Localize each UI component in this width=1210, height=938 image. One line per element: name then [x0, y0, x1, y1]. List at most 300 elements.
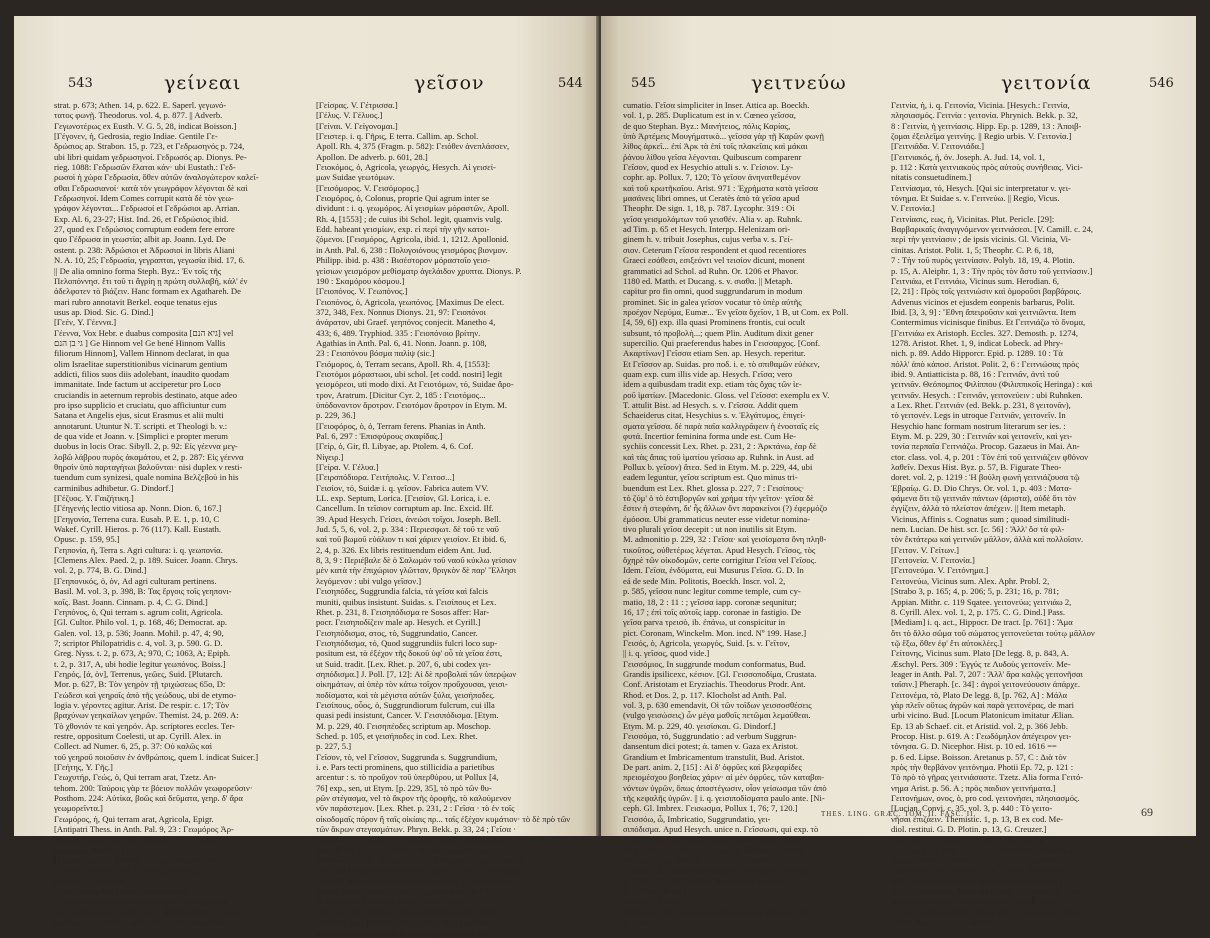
text-line: Ibid. [3, 3, 9] : Ἔθνη ἄπειροῦσιν καὶ γειτνιῶντα. Item: [891, 306, 1077, 317]
text-line: ptum in Gl. et ap. Hesych. s. v. Γειτνία. Manetho 4,: [891, 865, 1068, 876]
text-line: usus ap. Diod. Sic. G. Dind.]: [54, 306, 154, 317]
text-line: πρὸς τὴν θερβάνον γειτόνημα. Photii Ep. 72, p. 121 :: [891, 762, 1074, 772]
text-line: καὶ τοῦ βωμοῦ εὐάλιον τι καὶ χάριεν γεισίον. Et ibid. 6,: [316, 534, 507, 545]
text-line: filiorum Hinnom], Vallem Hinnom declarat, in qua: [54, 348, 230, 359]
text-line: M. p. 229, 42 : Γεῖσωσι τὰ τῆς γῆς ἄνθεσι. ubi corrig.: [623, 844, 807, 855]
text-line: [Γεωρεῖα γείτων, Hesych. Ex quo Musurus fecit: [54, 855, 220, 866]
text-line: 76] exp., sen, ut Etym. [p. 229, 35], τὸ πρὸ τῶν θυ-: [316, 782, 492, 793]
text-line: ticorum notationibus de h. v. ejusque derivatis do-: [316, 927, 489, 938]
text-line: 488 : Γειτονία ἐνταξιοῦν καταρροπώντος ἀστοῖς.]: [891, 875, 1063, 886]
text-line: Γεισσόω, ὦ, Imbricatio, Suggrundatio, γει-: [623, 813, 771, 824]
text-line: nitatis consuetudinem.]: [891, 172, 972, 183]
text-line: exhibent, quæ perperam est in codd. et in grammati-: [316, 917, 496, 928]
text-line: γειτνιᾶν. Hesych. : Γειτνιᾶν, γειτονεύειν : ubi Ruhnken.: [891, 389, 1083, 400]
text-line: Ακαρτίνων] Γεῖσσα etiam Sen. ap. Hesych. reperitur.: [623, 348, 806, 359]
text-line: cophr. ap. Pollux. 7, 120; Τὸ γεῖσον ἀνηνατθεμένον: [623, 172, 801, 183]
text-line: ut Suid. tradit. [Lex. Rhet. p. 207, 6, ubi codex γει-: [316, 658, 491, 669]
text-line: [Γειτονεία. V. Γειτονία.]: [891, 555, 975, 566]
text-line: γὰρ πλεῖν οὕτως ἀγρῶν καὶ παρὰ γειτονέρας, de mari: [891, 699, 1075, 710]
text-line: καὶ τὰς ἄπας τοῦ ἱματίου γεῖσαω ap. Ruhnk. in Aust. ad: [623, 451, 814, 462]
text-line: Γεηρός, [ά, ὁν], Terrenus, γεῶες, Suid. [Plutarch.: [54, 668, 223, 679]
text-line: p. 1299 ed. Bekk.]: [623, 886, 687, 897]
text-line: (vulgo γεισώσεις) ὧν μέγα μαθοῖς πετῶμαι λεμαῦθεαι.: [623, 710, 811, 721]
text-line: Idem. Γεῖσα, ἐνδύματα, eui Musurus Γεῖσα. G. D. In: [623, 565, 804, 576]
text-line: Πελοπόννησ. ἔτι τοῦ τι ἄγρίη ῃ πρώτη συλλαβή, κἀλ' ἐν: [54, 275, 248, 286]
text-line: Theophr. De sign. 1, 18, p. 787. Lycophr. 319 : Οἱ: [623, 203, 795, 214]
text-line: λοβῶ λάβρου πυρὸς ἀκαμάτου, et 2, p. 287: Εἰς γέεννα: [54, 451, 244, 462]
text-line: Exp. Al. 6, 23-27; Hist. Ind. 26, et Γεδρώσιος ibid.: [54, 213, 229, 224]
page-footer: THES. LING. GRÆC. TOM. II. FASC. II.: [821, 810, 977, 818]
text-line: eadem leguntur, γεῖσα scriptum est. Quo minus tri-: [623, 472, 798, 483]
text-line: νῦν παράστεμον. [Lex. Rhet. p. 231, 2 : Γεῖσα · τὸ ἐν τοῖς: [316, 803, 515, 814]
text-line: Γειομόρος, ὁ, Colonus, proprie Qui agrum inter se: [316, 193, 490, 204]
text-line: גי בן הנם ] Ge Hinnom vel Ge bené Hinnom Vallis: [54, 337, 226, 348]
text-line: τὸ ζύμ' ὁ τὸ ἐστιβοργῶν καὶ χρήμα τὴν γεῖτον· γεῖσα δὲ: [623, 493, 814, 504]
text-line: τῆς κεφαλῆς ὑγρῶν. || i. q. γεισιποδίσματα paulo ante. [Ni-: [623, 793, 825, 804]
text-line: φάμενα ὅτι τῷ γειτνιᾶν πάντων (ἀριστα), οὐδὲ ὅτι τὸν: [891, 493, 1077, 504]
text-line: grammatici ad Schol. ad Ruhn. Or. 1206 et Phavor.: [623, 265, 799, 276]
text-line: τικοῦτος, οὐθετέρως λέγεται. Apud Hesych. Γεῖσος, τὸς: [623, 544, 816, 555]
text-line: 23 : Γειοπόνου βόσμα παλίψ (sic.]: [316, 348, 435, 359]
text-line: subsunt, τό προβολὴ...; quem Plin. Auditum dixit gener: [623, 327, 814, 338]
text-line: tehom. 200: Ταύροις γὰρ τε βόειον πολλῶν γεωφορεῦσιν·: [54, 782, 253, 793]
text-line: Collect. ad Numer. 6, 25, p. 37: Οὐ καλῶς καὶ: [54, 741, 213, 752]
text-line: ἀνάρατον, ubi Graef. γεηπόνος conjecit. Manetho 4,: [316, 317, 496, 328]
text-line: τονίαν Ἀγρίππιον. G. Dindorf.]: [891, 917, 999, 928]
text-line: [Γειτνιακός, ἡ, ὀν. Joseph. A. Jud. 14, vol. 1,: [891, 151, 1045, 162]
right-headword-left: γειτνεύω: [751, 72, 847, 94]
text-line: 16, 17 ; ἐπὶ τοῖς αὐτοῖς iapp. coronae in fastigio. De: [623, 606, 801, 617]
text-line: πρειομέσχου βοηθείας χάριν· αἱ μὲν ὀφρῦες, τῶν καταβαι-: [623, 772, 825, 783]
text-line: Γειτονία, ἡ, Vicinitas. [Arcad. p. 99, 13.] Ap. Plat.: [891, 834, 1064, 845]
left-page-column-1: [54, 100, 306, 928]
text-line: τονία περπαῖα Γειτνιάζω. Procop. Gazaeus in Mai. An-: [891, 441, 1080, 452]
text-line: οἰκοδομαῖς πόρον ἢ ταῖς οἰκίαις πρ... ταῖς ἐξέχον κυμάτιον· τὸ δὲ πρὸ τῶν: [316, 813, 571, 824]
text-line: Advenus vicinos et ejusdem eonpenis barbarus, Polit.: [891, 296, 1075, 307]
text-line: ροῦ ἱματίων. [Macedonic. Gloss. vel Γεῖσσσ: exemplu ex V.: [623, 389, 830, 400]
text-line: Graeci εσάθεσι, εσιξεόντι vel τεισίον dicunt, monent: [623, 255, 805, 266]
text-line: Γειτνία, ἡ, i. q. Γειτονία, Vicinia. [Hesych.: Γειτνία,: [891, 100, 1070, 110]
text-line: [Γειτνιάω ex Aristoph. Eccles. 327. Demosth. p. 1274,: [891, 327, 1079, 338]
text-line: Γειόμορος, ὁ, Terram secans, Apoll. Rh. 4, [1553]:: [316, 358, 491, 369]
text-line: Posthom. 224: Αὐτίκα, βοῶς καὶ δεῦματα, γεηρ. δ' ἄρα: [54, 793, 243, 804]
text-line: annotarunt. Utuntur N. T. scripti. et Theologi b. v.:: [54, 420, 228, 431]
text-line: Γεωχυτήρ, Γεώς, ὁ, Qui terram arat, Tzetz. An-: [54, 772, 217, 783]
text-line: Basil. M. vol. 3, p. 398, B: Τας ἔργοις τοῖς γεηπονι-: [54, 586, 232, 597]
text-line: οἰκημάτων, αἱ ὑπὲρ τὸν κάτω τοῖχον προὔχουσαι, γεισι-: [316, 679, 508, 690]
text-line: rieg. 1088: Γεδρωσῶν ἔλαται κάν· ubi Eustath.: Γεδ-: [54, 162, 236, 173]
text-line: ζομαι ἐξειλεῖμα γειτνίης. || Regio urbis. V. Γειτονία.]: [891, 131, 1072, 142]
text-line: muniti, quibus insistunt. Suidas. s. Γεισίπους et Lex.: [316, 596, 497, 607]
text-line: Γειτονεύω, Vicinus sum. Alex. Aphr. Probl. 2,: [891, 575, 1050, 586]
text-line: Grandium et Imbricamentum transtulit, Bud. Aristot.: [623, 751, 805, 762]
text-line: Rhet. p. 231, 8. Γεισηπόδισμα re Sosos affer: Har-: [316, 606, 490, 617]
left-page-number-right: 544: [558, 76, 583, 91]
text-line: σηπόδισμα.] J. Poll. [7, 12]: Αἱ δὲ προβολαὶ τῶν ὑπερῴων: [316, 668, 517, 679]
text-line: Γειοκόμος, ὁ, Agricola, γεωργός, Hesych. Αἱ γεισεί-: [316, 162, 496, 173]
text-line: Rhod. et Dos. 2, p. 117. Klocholst ad Anth. Pal.: [623, 689, 787, 700]
text-line: λίθος ἀρκεῖ... ἐπί Ἀρκ τὰ ἐπί τοῖς πλακεῖαις καὶ μάκαι: [623, 141, 808, 152]
text-line: arcentur : s. τὸ προὔχον τοῦ ὑπερθύρου, ut Pollux [4,: [316, 772, 499, 783]
text-line: Γεητονῦ, γειτονεῖ. Alii Γειτονῆς, γειτονεῖ.]: [54, 865, 202, 876]
text-line: σματα γεῖσσα. δὲ παρὰ παῖα καλλιγρᾶφειν ἡ ἐνοοταῖς εἰς: [623, 420, 819, 431]
text-line: Τὸ πρὸ τὸ γῆρας γειτνιάσαστε. Tzetz. Alia forma Γειτό-: [891, 772, 1084, 783]
text-line: [Γείναι. V. Γείγονομαι.]: [316, 120, 398, 131]
text-line: 7; scriptor Philopatridis c. 4, vol. 3, p. 590. G. D.: [54, 637, 223, 648]
text-line: [Γείδιος. V. Γείδαιος.]: [54, 875, 130, 886]
text-line: olim Israelitae superstitionibus vicinarum gentium: [54, 358, 228, 369]
text-line: p. 6 ed. Lipse. Boisson. Aretanus p. 57, C : Διὰ τὸν: [891, 751, 1067, 762]
text-line: Opusc. p. 159, 95.]: [54, 534, 120, 545]
text-line: p. 15, A. Aleiphr. 1, 3 : Τὴν πρὸς τὸν ἄστυ τοῦ γειτνίασιν.]: [891, 265, 1093, 276]
text-line: ἐμποράμενον. [Aristot. Rh. 2, 22 : Male γειτονίων scri-: [891, 855, 1081, 866]
text-line: σιον. Ceterum Γεῖσσα respondent et quod recentiores: [623, 244, 807, 255]
text-line: [Γειρσπόδιορα. Γειτήπολις. V. Γειτοσ...]: [316, 472, 455, 483]
text-line: νημα Arist. p. 56. A ; πρὸς παιδιον γειτνήματα.]: [891, 782, 1056, 793]
text-line: ostent. p. 238: Ἀδρώσιοι et Ἀδρωσιοὶ in libris Aliani: [54, 244, 235, 255]
text-line: τρον, Aratrum. [Dicitur Cyr. 2, 185 : Γειοτόμος...: [316, 389, 486, 400]
text-line: [Clemens Alex. Paed. 2, p. 189. Suicer. Joann. Chrys.: [54, 555, 238, 566]
text-line: ρωσοὶ ἡ χώρα Γεδρωσία, ὅθεν αὐτῶν ἀναλογώτερον καλεῖ-: [54, 172, 259, 183]
text-line: πλησιασμός. Γειτνία : γειτονία. Phrynich. Bekk. p. 32,: [891, 110, 1078, 121]
text-line: βραχύνων γεηκαίλων γεηρῶν. Themist. 24, p. 269. A:: [54, 710, 239, 721]
text-line: Jud. 5, 5, 6, vol. 2, p. 334 : Περιεσφωτ. δὲ τοῦ τε ναῦ: [316, 524, 499, 535]
right-page: [601, 16, 1196, 928]
text-line: Schaeiderus citat, Hesychius s. v. Ἐλγάτυμος, ἐπιγεί-: [623, 410, 806, 421]
text-line: σπέγης, a Lex. Rhet. p. 231, 5. G. Dindorf.]: [623, 855, 773, 866]
text-line: Γεωμόρος, ἡ, Qui terram arat, Agricola, Epigr.: [54, 813, 214, 824]
text-line: De legg. 8, [p. 843, C] Vicinia domorum locorumque: [891, 844, 1074, 855]
text-line: τόνημα. Et Suidae s. v. Γειτνεύω. || Regio, Vicus.: [891, 193, 1060, 204]
text-line: Wakef. Cyrill. Hieros. p. 76 (117). Kall. Eustath.: [54, 524, 222, 535]
left-headword-right: γεῖσον: [414, 72, 485, 94]
text-line: περὶ τὴν γειτνίασιν ; de ipsis vicinis. Gl. Vicinia, Vi-: [891, 234, 1071, 245]
text-line: ὄχηρὲ τῶν οἰκοδομῶν, certe corrigitur Γεῖσα vel Γεῖσος.: [623, 555, 817, 566]
text-line: Γέεννα, Vox Hebr. e duabus composita [גיא הנם] vel: [54, 327, 234, 338]
text-line: Γεηπονία, ἡ, Terra s. Agri cultura: i. q. γεωπονία.: [54, 544, 223, 555]
text-line: 190 : Σκαμόρου κόσμου.]: [316, 275, 405, 286]
text-line: γειτνιᾶν. Θεόπομπος Φιλίππου (Φιλιππικοῖς Heringa) : καὶ: [891, 379, 1093, 390]
text-line: vol. 2, p. 774, B. G. Dind.]: [54, 565, 147, 576]
text-line: vol. 3, p. 630 emendavit, Οἱ τῶν τοῖδων γεισσοσθέσεις: [623, 699, 812, 710]
text-line: [Γείσρας. V. Γέτρισσα.]: [316, 100, 398, 110]
right-headword-right: γειτονία: [1001, 72, 1092, 94]
text-line: ρῶν στέγασμα, vel τὸ ἄκρον τῆς ὀροφῆς, τὸ καλούμενον: [316, 793, 512, 804]
text-line: [Γεήτης, Y. Γῆς.]: [54, 762, 113, 772]
text-line: Hesychio hanc formam nostrum literarum ser ies. :: [891, 420, 1066, 431]
text-line: idem a quibusdam tradit exp. etiam τὰς ὄχας τῶν ἱε-: [623, 379, 802, 390]
text-line: positum est, τὰ ἐξέχον τῆς δοκοῦ ὑφ' οὗ τὰ γεῖσα ἐστι,: [316, 648, 503, 659]
text-line: [Γειτνιᾶδα. V. Γειτονιάδα.]: [891, 141, 985, 152]
text-line: πόλλ' ἀπὸ κάποσ. Aristot. Polit. 2, 6 : Γειτνιώσας πρὸς: [891, 358, 1079, 369]
text-line: θηρσὶν ὑπὸ παρταγήτωι βαλοῦνται· nisi duplex ν resti-: [54, 462, 243, 473]
text-line: τῷ ἔξω, ὅθεν ἐφ' ἔτι αὐτοκλέες.]: [891, 637, 1003, 648]
text-line: τῶν ἄκρων στεγασμάτων. Phryn. Bekk. p. 33, 24 ; Γεῖσα ·: [316, 824, 517, 835]
text-line: τὸ γειτονέν. Legs in utroque Γειτνιᾶν, γειτονεῖν. In: [891, 410, 1066, 421]
text-line: 1180 ed. Matth. et Ducang. s. v. σιαθα. || Metaph.: [623, 275, 793, 286]
text-line: γράφον λέγονται... Γεδρωσοί et Γεδρώσιοι ap. Arrian.: [54, 203, 240, 214]
text-line: Γεισσόμα, τό, Suggrundatio : ad verbum Suggrun-: [623, 730, 797, 741]
text-line: Apollon. De adverb. p. 601, 28.]: [316, 151, 428, 162]
text-line: sychiis concessit Lex. Rhet. p. 231, 2 : Ἀρκτάνω, ἐαρ δὲ: [623, 441, 817, 452]
text-line: [Γείρα. V. Γέλυα.]: [316, 462, 379, 473]
text-line: quasi pedi insistunt, Cancer. V. Γεισιπόδισμα. [Etym.: [316, 710, 499, 721]
text-line: Pal. 6, 297 : Ἐπισφύρους σκαφίδας.]: [316, 431, 443, 441]
text-line: Γειτονήμων, ονος, ὁ, pro cod. γειτονήσει, πλησιασμός.: [891, 793, 1080, 804]
text-line: ἐκ κράλου et Phavorin. 1185 : γεῖσα· περί...: [316, 896, 467, 907]
text-line: συνθρώσει αὐτὸ, Ὕελος, πολὺ δὲ ἡ στεγνα, πελαγίων φανός.: [316, 855, 527, 866]
text-line: [Γεηπονικός, ὁ, ὁν, Ad agri culturam pertinens.: [54, 575, 217, 586]
text-line: λαθεῖν. Dexus Hist. Byz. p. 57, B. Figurate Theo-: [891, 462, 1062, 473]
text-line: γείσιων γεισμόρον μεθίσματρ ἀγελάιδον χρυπτα. Dionys. P.: [316, 265, 522, 276]
text-line: Pollux b. γεῖσον) ἄτεα. Sed in Etym. M. p. 229, 44, ubi: [623, 462, 813, 473]
text-line: [Γείτη. V. Γέλια.]: [623, 896, 683, 907]
left-page-number-left: 543: [68, 76, 93, 91]
text-line: nich. p. 89. Addo Hipporcr. Epid. p. 1289. 10 : Τὰ: [891, 348, 1063, 359]
text-line: νόντων ὑγρῶν, ὅπως ἀποστέγωσιν, οἷον γείσωσμα τῶν ἀπὸ: [623, 782, 827, 793]
text-line: Γεισσόμιος, In suggrunde modum conformatus, Bud.: [623, 658, 806, 669]
text-line: [Antipatri Thess. in Anth. Pal. 9, 23 : Γεωμόρος Ἀρ-: [54, 824, 234, 835]
text-line: 8, 3, 9 : Περιέβαλε δὲ ὁ Σαλωμόν τοῦ ναοῦ κύκλω γείσιον: [316, 555, 517, 566]
text-line: quo Γέδρωσα in γεωστία; albit ap. Joann. Lyd. De: [54, 234, 226, 245]
text-line: 372, 348, Fex. Nonnus Dionys. 21, 97: Γειοπόνοι: [316, 306, 486, 317]
text-line: ad Tim. p. 65 et Hesych. Interpp. Helenizam ori-: [623, 224, 791, 235]
text-line: ginem h. v. tribuit Josephus, cujus verba v. s. Γεί-: [623, 234, 793, 245]
text-line: || De alia omnino forma Steph. Byz.: Ἐν τοῖς τῆς: [54, 265, 222, 276]
text-line: ὑπόδονοντον ἄροτρον. Γειοτόμον ἄροτρον in Etym. M.: [316, 399, 507, 410]
text-line: [Gl. Cultor. Philo vol. 1, p. 168, 46; Democrat. ap.: [54, 617, 228, 628]
text-line: V. Γειτονία.]: [891, 203, 935, 214]
text-line: ποδίσματα, καὶ τὰ μέγιστα αὐτῶν ξύλα, γεισήποδες.: [316, 689, 495, 700]
text-line: ceph. Gl. Imbrex. Γεισωσμα, Pollux 1, 76; 7, 120.]: [623, 803, 798, 814]
text-line: τοῦ γίνοιο γενέο (Codex γινεοῖ. Resto Alberti: Γείνου,: [54, 906, 240, 917]
text-line: tuendum cum synizesi, quale nomina Βελζεβοὺ in his: [54, 472, 239, 483]
text-line: Grandis ipsilicexc, κέσιον. [Gl. Γεισσοποδίμα, Crustata.: [623, 668, 817, 679]
left-headword-left: γείνεαι: [164, 72, 242, 94]
text-line: μασάνεις libri omnes, ut Ceratès ἀπὸ τὰ γεῖσα apud: [623, 193, 800, 204]
text-line: τόνησα. G. D. Nicephor. Hist. p. 10 ed. 1616 ==: [891, 741, 1057, 752]
text-line: in Anth. Pal. 6, 238 : Πολυγοιόνους γεισμόρος βιονμον.: [316, 244, 508, 255]
text-line: doret. vol. 2, p. 1219 : Ἡ βούλη φωνὴ γειτνιάζουσα τῷ: [891, 472, 1080, 483]
text-line: Γεινεῦ, Hesychio γεινομέ (sic, igitur habet quenth.: [54, 896, 228, 907]
text-line: γεῖσα parva τρεισὸ, ib. ἐπάνω, ut conspicitur in: [623, 617, 786, 628]
text-line: Γεισός, ὁ, Agricola, γεωργός, Suid. [s. v. Γεῖτον,: [623, 637, 790, 648]
text-line: p. 585, γεῖσσα nunc legitur comme temple, cum cy-: [623, 586, 801, 597]
text-line: Γεισηπόδισμα, ατος, τὸ, Suggrundatio, Cancer.: [316, 627, 478, 638]
text-line: addicti, filios suos diis adolebant, inaudito quodam: [54, 368, 230, 379]
text-line: 39. Apud Hesych. Γείσει, ἀνεώσι τοῖχοι. Joseph. Bell.: [316, 513, 501, 524]
text-line: pocr. Γεισηποδίζειν male ap. Hesych. et Cyrill.]: [316, 617, 481, 628]
text-line: Γεῖσον, τὸ, vel Γεῖσσον, Suggrunda s. Suggrundium,: [316, 751, 498, 762]
text-line: ἐγγίζειν, ἀλλὰ τὸ πλείστον ἀπέχειν. || Item metaph.: [891, 503, 1066, 514]
text-line: Γεισηπόδισμα, τό, Quod suggrundiis fulcri loco sup-: [316, 637, 498, 648]
text-line: προέχον Νερύμα, Eumæ... Ἐν γεῖσα ὄχεῖον, 1 B, ut Com. ex Poll.: [623, 306, 849, 317]
text-line: τοῦ γεηροῦ ποιοῦσιν ἐν ἀνθρώποις, quem l. indicat Suicer.]: [54, 751, 259, 762]
text-line: p. 1129, 10 ; 1597, 47 ex Chœroboscο, quam v.: [623, 875, 786, 886]
text-line: p. 227, 5.]: [316, 741, 352, 752]
text-line: 8. Hase.]: [623, 917, 654, 928]
text-line: pro ipso supplicio et cruciatu, quo afficiuntur cum: [54, 399, 227, 410]
text-line: [Γέγονεν, ἡ, Gedrosia, regio Indiae. Gentile Γε-: [54, 131, 218, 142]
text-line: urbi vicino. Bud. [Locum Platonicum imitatur Ælian.: [891, 710, 1075, 721]
text-line: Greg. Nyss. t. 2, p. 673, A; 970, C; 1063, A; Epiph.: [54, 648, 231, 659]
text-line: leager in Anth. Pal. 7, 207 : Ἄλλ' ἄρα καλῷς γειτονῆσαι: [891, 668, 1083, 679]
signature-mark: 69: [1141, 805, 1153, 819]
text-line: [Γειτονεύμα. V. Γειτόνημα.]: [891, 565, 989, 576]
text-line: χειρῶν τοῦ στέγους ubi τὰ ἐξηρμμένα, ἀπὸ τοῦ Πλ: [316, 886, 491, 897]
text-line: Ἑβραίῳ. G. D. Dio Chrys. Or. vol. 1, p. 403 : Ματα-: [891, 482, 1072, 493]
text-line: [4, 59, 6]) exp. illa quasi Prominens frontis, cui ocult: [623, 317, 806, 328]
text-line: idem Etym. Gud. Or. [1663]: Ἡ παρὰ θεριμοῦ κρέον: [316, 844, 498, 855]
text-line: Γεῖσον, quod ex Hesychio attuli s. v. Γείσιον. Ly-: [623, 162, 793, 173]
text-line: Γεηπόνος, ὁ, Qui terram s. agrum colit, Agricola.: [54, 606, 223, 617]
text-line: logia v. γέροντες agitur. Arist. De respir. c. 17; Τὸν: [54, 699, 229, 710]
text-line: Γεισίπους, οὗος, ὁ, Suggrundiorum fulcrum, cui illa: [316, 699, 495, 710]
text-line: ὑπὸ Ἀρτέμεις Μουγήματικὸ... γεῖσσα γὰρ τῇ Καρῶν φωνῇ: [623, 131, 824, 142]
text-line: Νίγειρ.]: [316, 451, 344, 462]
left-page-column-2: [316, 100, 574, 938]
text-line: prominet. Sic in galea γεῖσον vocatur τὸ ὑπὲρ αὐτῆς: [623, 296, 802, 307]
text-line: 27, quod ex Γεδρώσιος corruptum eodem fere errore: [54, 224, 235, 235]
text-line: [Γειοφόρος, ὁ, ὁ, Terram ferens. Phanias in Anth.: [316, 420, 486, 431]
text-line: p. 229, 36.]: [316, 410, 356, 421]
text-line: [Mediam] i. q. act., Hippocr. De tract. [p. 761] : Ἄμα: [891, 617, 1073, 628]
text-line: matio, 18, 2 : 11 : ; γεῖσσα iapp. coronæ sequnitur;: [623, 596, 797, 607]
text-line: pict. Coronam, Winckelm. Mon. incd. Nº 199. Hase.]: [623, 627, 807, 638]
text-line: capitur pro fin omni, quod suggrundarum in modum: [623, 286, 803, 297]
text-line: ταῖσιν.] Pheraph. [c. 34] : ἀγροὶ γειτονεύουσιν ἀπάρχε.: [891, 679, 1080, 690]
text-line: Conf. Aristotam et Eryziachis. Theodorus Prodr. Ant.: [623, 679, 806, 690]
left-page: [14, 16, 599, 938]
text-line: τατος φωνῇ. Theodorus. vol. 4, p. 877. || Adverb.: [54, 110, 223, 121]
text-line: [2, 21] : Πρὸς τοῖς γειτνιώσιν καὶ ὁμοροῦσι βαρβάροις.: [891, 286, 1082, 297]
text-line: Contermimus vicinisque finibus. Et Γειτνιάζω τὸ ὄνομα,: [891, 317, 1086, 328]
text-line: [Γεέν, Y. Γέεννα.]: [54, 317, 117, 328]
text-line: duobus in locis Orac. Sibyll. 2, p. 92: Εἰς γέεννα μεγ-: [54, 441, 238, 452]
text-line: strat. p. 673; Athen. 14, p. 622. E. Saperl. γεγωνό-: [54, 100, 227, 110]
text-line: ctor. class. vol. 4, p. 201 : Τὸν ἐπὶ τοῦ γειτνιάζειν φθόνον: [891, 451, 1089, 462]
text-line: quam exp. cum illis vide ap. Hesych. Γεῖσα; vero: [623, 368, 793, 379]
text-line: a Lex. Rhet. Γειτνιάν (ed. Bekk. p. 231, 8 γειτονᾶν),: [891, 399, 1071, 410]
text-line: Edd. habeant γεισμίων, exp. εἰ περὶ τὴν γῆν κατοι-: [316, 224, 490, 235]
text-line: Γειοπόνος, ὁ, Agricola, γεωπόνος. [Maximus De elect.: [316, 296, 505, 307]
text-line: Γειοτόμοι μόραστωοι, ubi schol. [et codd. nostri] legit: [316, 368, 503, 379]
text-line: ῥάνου λίθου γεῖσα λέγονται. Quibuscum comparenr: [623, 151, 802, 162]
text-line: γεωμόρος Νικάτης.]: [54, 844, 124, 855]
text-line: Galen. vol. 13, p. 536; Joann. Mohil. p. 47, 4; 90,: [54, 627, 224, 638]
text-line: Γεδρωσηνοί. Idem Comes corrupit κατὰ δὲ τὸν γεω-: [54, 193, 234, 204]
text-line: Γεώδεσι καὶ γεηροῖς ἀπὸ τῆς γεώδους, ubi de etymo-: [54, 689, 237, 700]
text-line: tivo plurali γεῖσα decepit : ut non inutilis sit Etym.: [623, 524, 797, 535]
text-line: ibid. 9. Antiatticista p. 88, 16 : Γειτνιᾶν, ἀντὶ τοῦ: [891, 368, 1060, 379]
text-line: Γειτνίασμα, τό, Hesych. [Qui sic interpretatur v. γει-: [891, 182, 1071, 193]
text-line: [Γέζυος. Y. Γαιζήτικη.]: [54, 493, 134, 504]
text-line: diol. restitui. G. D. Plotin. p. 13, G. Creuzer.]: [891, 824, 1047, 835]
text-line: γεωμορεῖντα.]: [54, 803, 103, 814]
text-line: μων Suidae γεωτόμων.: [316, 172, 395, 183]
text-line: [Γειστερ. i. q. Γῆρις, E terra. Callim. ap. Schol.: [316, 131, 479, 142]
text-line: Satana et Angelis ejus, sicut Erasmus et alii multi: [54, 410, 224, 421]
text-line: 433; 6, 489. Tryphiod. 335 : Γειοπόνοιο βρίτην.: [316, 327, 481, 338]
text-line: Appian. Mithr. c. 119 Sqatee. γειτονεύω; γειτνιάω 2,: [891, 596, 1072, 607]
text-line: vol. 1, p. 285. Duplicatum est in v. Cœneo γεῖσσα,: [623, 110, 796, 121]
text-line: κοῖς. Bast. Joann. Cinnam. p. 4, C. G. Dind.]: [54, 596, 208, 607]
text-line: ἔστιν ἡ στεφάνη, δι' ἧς ἄλλων ὄντ παρακείνοι (?) ἐφερμόζο: [623, 503, 828, 514]
text-line: carminibus adhibetur. G. Dindorf.]: [54, 482, 174, 493]
text-line: Vicinus, Affinis s. Cognatus sum ; quoad similitudi-: [891, 513, 1070, 524]
text-line: Γειτνιάω, et Γειτνιάω, Vicinus sum. Herodian. 6,: [891, 275, 1060, 286]
text-line: de qua vide et Joann. v. [Simplici e propter merum: [54, 431, 228, 441]
text-line: eá de sede Min. Politotis, Boeckh. Inscr. vol. 2,: [623, 575, 786, 586]
text-line: ἐπιπολὰ τὰ ἐξέχοντα τῶν τοίχων.] Deducit autem a τοῦ: [316, 834, 505, 845]
text-line: ὅτι τὸ ἄλλο σῶμα τοῦ σώματος γειτονεύεται τούτῳ μᾶλλον: [891, 627, 1095, 638]
text-line: Γειτνίασις, εως, ἡ, Vicinitas. Plut. Pericle. [29]:: [891, 213, 1055, 224]
text-line: γεισμόρεοι, uti modo dixi. At Γειοτόμων, τό, Suidae ἄρο-: [316, 379, 514, 390]
text-line: γεννήσεις, ex Apoll. Soph., Od. Y, 202 respiciente.]: [54, 917, 231, 928]
text-line: [Γέηγενής lectio vitiosa ap. Nonn. Dion. 6, 167.]: [54, 503, 222, 514]
text-line: Apoll. Rh. 4, 375 (Fragm. p. 582): Γειόθεν ἀνεπλάσσεν,: [316, 141, 510, 152]
text-line: [Γεηγονία, Terrena cura. Eusab. P. E. 1, p. 10, C: [54, 513, 220, 524]
text-line: significatu etiam Γειτνία ap. Joann. Malal. p. 222,: [891, 896, 1063, 907]
text-line: [Γειτόνων pro Γειτονεύων legitur Georg. Alex. p. 146,: [623, 906, 811, 917]
text-line: buendum est Lex. Rhet. glossa p. 227, 7 : Γεισίπους·: [623, 482, 805, 493]
text-line: Γεισίον, τό, Suidæ i. q. γεῖσον. Fabrica autem VV.: [316, 482, 489, 493]
text-line: cumatio. Γεῖσα simpliciter in Inser. Attica ap. Boeckh.: [623, 100, 810, 110]
text-line: τὸν ἔκτάτερω καὶ γειτνιῶν μᾶλλον, ἀλλὰ καὶ πολλοῖσιν.: [891, 534, 1084, 545]
text-line: i. e. Pars tecti prominens, quo stillicidia a parietibus: [316, 762, 495, 772]
text-line: Βαρβαρικαῖς ἀναγιγνόμενον γειτνιάσεσι. [V. Camill. c. 24,: [891, 224, 1094, 235]
text-line: 8. Cyrill. Alex. vol. 1, 2, p. 175. C. G. Dind.] Pass.: [891, 606, 1066, 617]
text-line: ἐμόοσα. Ubi grammaticus neuter esse videtur nomina-: [623, 513, 811, 524]
text-line: ubi libri quidam γεδρωσηνοί. Γεδρωσός ap. Dionys. Pe-: [54, 151, 247, 162]
text-line: cruciandis in aeternum reprobis destinato, atque adeo: [54, 389, 238, 400]
text-line: 2, 4, p. 326. Ex libris restituendum eidem Ant. Jud.: [316, 544, 492, 555]
text-line: Apud Hesychium, Regio urbis, vid. Γειτονίαχμος. Quo: [891, 886, 1080, 897]
text-line: Ep. 13 ab Schaef. cit. et Aristid. vol. 2, p. 366 Jebb.: [891, 720, 1068, 731]
text-line: δρώσιος ap. Strabon. 15, p. 723, et Γεδρωσηνός p. 724,: [54, 141, 245, 152]
text-line: Etym. M. p. 229, 40. γεισίσκαι. G. Dindorf.]: [623, 720, 776, 731]
text-line: Γεισηπόδες, Suggrundia falcia, τὰ γεῖσα καὶ falcis: [316, 586, 488, 597]
text-line: Philipp. ibid. p. 438 : Βισέστορον μόραστοῖο γεισ-: [316, 255, 491, 266]
text-line: Ubi Schol. dicit γεῖσα esse τὰ ἐξ ὑγροῦ, ἐξ ἡ ἰν. Ἐν δὲ ἄλλοις: [316, 865, 527, 876]
text-line: 7 : Τὴν τοῦ πυρὸς γειτνίασιν. Polyb. 18, 19, 4. Plotin.: [891, 255, 1075, 266]
text-line: ἀδελφοτεν τὸ βιάζειν. Hanc formam ex Agathareh. De: [54, 286, 241, 297]
text-line: supercilio. Qui praeferendus habes in Γεισσαρχος. [Conf.: [623, 337, 821, 348]
text-line: 1278. Aristot. Rhet. 1, 9, indicat Lobeck. ad Phry-: [891, 337, 1063, 348]
text-line: De part. anim. 2, [15] : Αἱ δ' ὀφρῦες καὶ βλεφαρίδες: [623, 762, 802, 772]
text-line: Agathias in Anth. Pal. 6, 41. Nonn. Joann. p. 108,: [316, 337, 487, 348]
text-line: mari rubro annotavit Berkel. eoque tenatus ejus: [54, 296, 217, 307]
text-line: φυτά. Incertior feminina forma unde est. Cum He-: [623, 431, 796, 441]
right-page-column-1: [623, 100, 881, 928]
text-line: Γεγωνοτέρως ex Eusth. V. G. 5, 28, indicat Boisson.]: [54, 120, 237, 131]
text-line: Rh. 4, [1553] ; de cuius ibi Schol. legit, quamvis vulg.: [316, 213, 503, 224]
text-line: νῆσαι ἐπιζάειν. Themistic. 1, p. 13, B ex cod. Me-: [891, 813, 1063, 824]
text-line: [Γείρ, ὁ, Gir, fl. Libyae, ap. Ptolem. 4, 6. Cof.: [316, 441, 474, 452]
text-line: γεῖσα γεισμολάμτων τοῦ γεισθέν. Alia v. ap. Ruhnk.: [623, 213, 803, 224]
text-line: Τὸ χθονιόν τε καὶ γεηρόν. Ap. scriptores eccles. Ter-: [54, 720, 235, 731]
text-line: [Γειοπόνος. V. Γεωπόνος.]: [316, 286, 408, 297]
text-line: || i. q. γεῖσος, quod vide.]: [623, 648, 710, 659]
book-spread: [14, 16, 1196, 938]
text-line: Sched. p. 105, et γεισήποδες in cod. Lex. Rhet.: [316, 730, 478, 741]
text-line: καὶ τοῦ κρωτῆκαῖου. Arist. 971 : Ἐχρήματα κατὰ γεῖσσα: [623, 182, 819, 193]
text-line: [Γέλυς. V. Γέλυος.]: [316, 110, 383, 121]
text-line: ἔναι ἐπι, 1165. Quibus in locis recentiores edit. γεῖσα: [316, 906, 499, 917]
text-line: τῆς πτέρης ἐξέχον· quod γεῖσον etiam dicitur. [Etym.: [623, 834, 806, 845]
right-page-number-right: 546: [1149, 76, 1174, 91]
text-line: χιπποις Arabius in Anth. Planud. 4, 94: Ἀγνόρος: [54, 834, 221, 845]
